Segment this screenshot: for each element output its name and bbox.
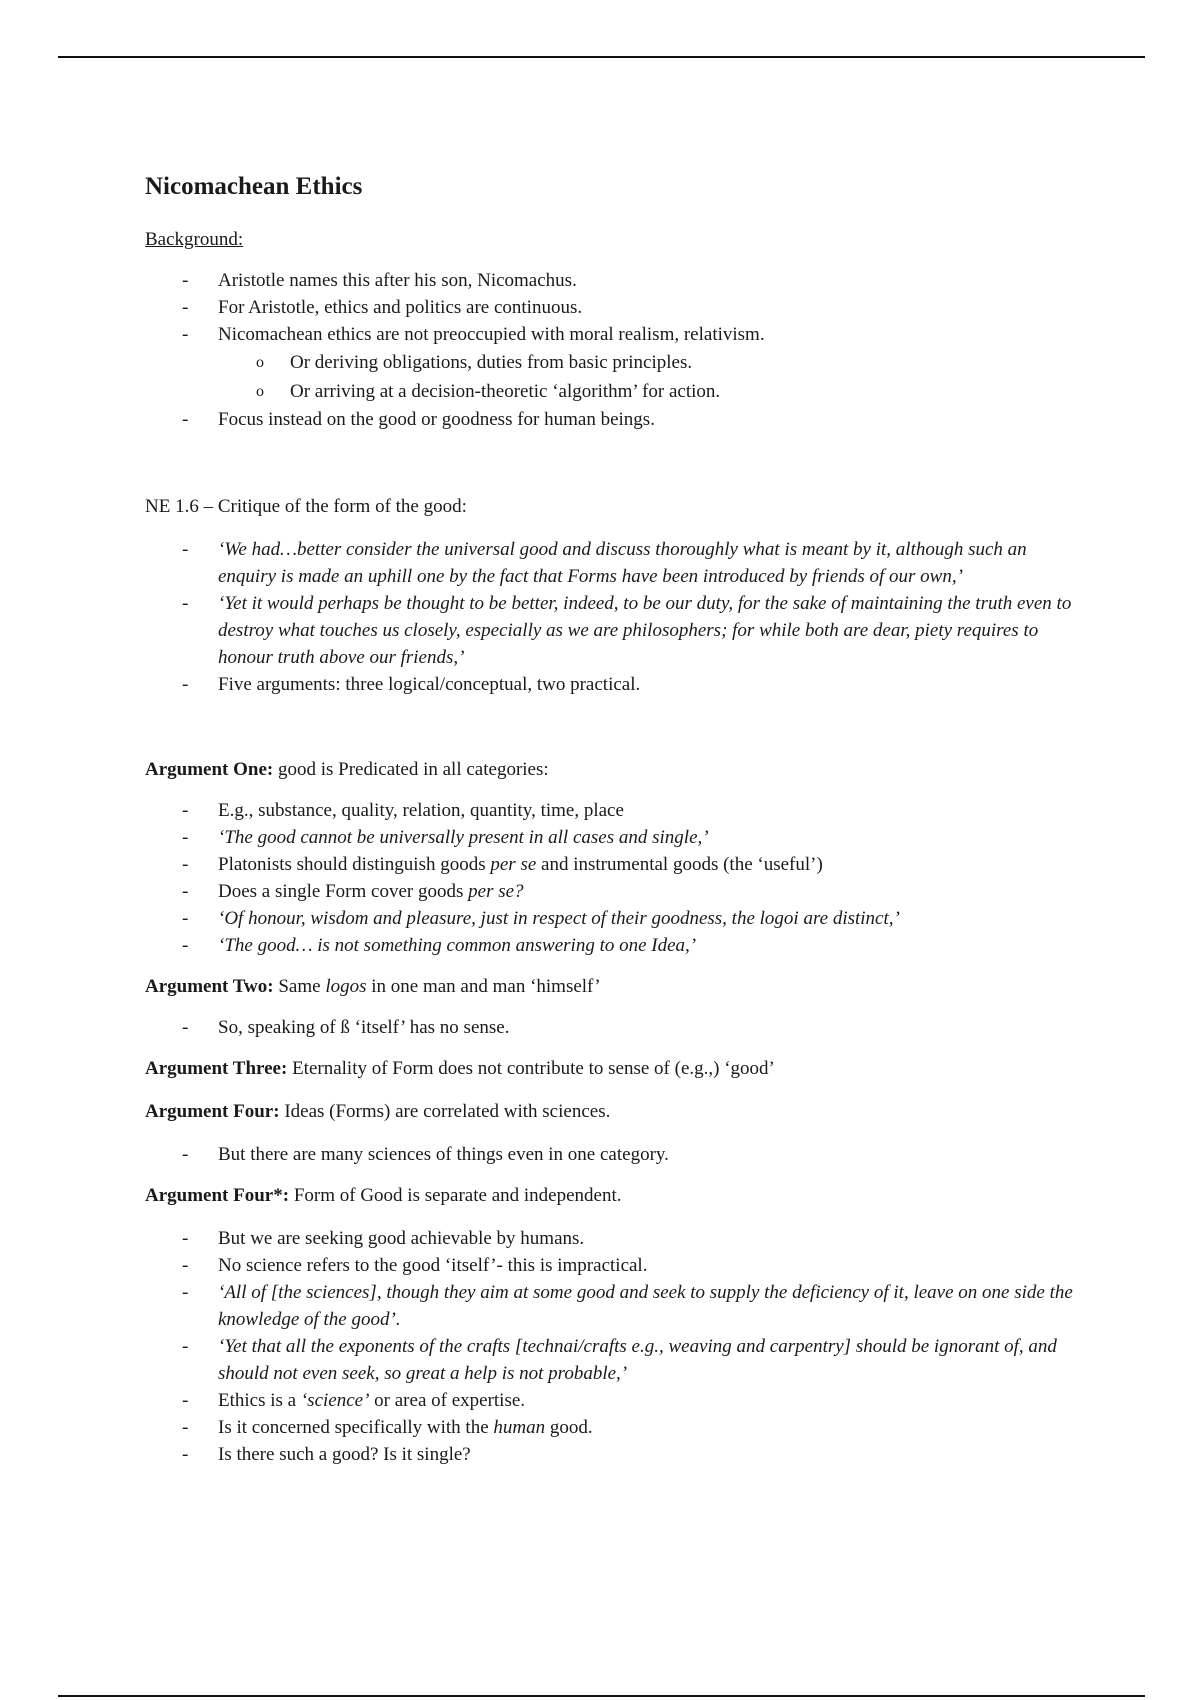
list-item: - Platonists should distinguish goods per se and instrumental goods (the ‘useful’) bbox=[182, 854, 823, 875]
list-item: - For Aristotle, ethics and politics are continuous. bbox=[182, 297, 583, 318]
argument-one-heading: Argument One: good is Predicated in all categories: bbox=[145, 759, 549, 780]
list-item: - Ethics is a ‘science’ or area of expertise. bbox=[182, 1390, 526, 1411]
list-item: - Is there such a good? Is it single? bbox=[182, 1444, 471, 1465]
document-body bbox=[145, 168, 1075, 1468]
top-rule bbox=[58, 56, 1145, 58]
bottom-rule bbox=[58, 1695, 1145, 1697]
argument-four-star-heading: Argument Four*: Form of Good is separate and independent. bbox=[145, 1185, 622, 1206]
sub-list-item: o Or arriving at a decision-theoretic ‘algorithm’ for action. bbox=[256, 381, 721, 402]
argument-two-heading: Argument Two: Same logos in one man and man ‘himself’ bbox=[145, 976, 601, 997]
ne16-heading: NE 1.6 – Critique of the form of the good: bbox=[145, 496, 467, 517]
quote-item: - ‘Yet it would perhaps be thought to be better, indeed, to be our duty, for the sake of maintaining the truth even to destroy what touches us closely, especially as we are philosophers; for while both are dear, piety requires to honour truth above our friends,’ bbox=[182, 593, 1072, 668]
list-item: - No science refers to the good ‘itself’- this is impractical. bbox=[182, 1255, 648, 1276]
ne16-list bbox=[145, 536, 1075, 698]
list-item: - Is it concerned specifically with the human good. bbox=[182, 1417, 593, 1438]
argument-four-heading: Argument Four: Ideas (Forms) are correlated with sciences. bbox=[145, 1101, 611, 1122]
quote-item: - ‘The good… is not something common answering to one Idea,’ bbox=[182, 935, 697, 956]
list-item: - Five arguments: three logical/conceptual, two practical. bbox=[182, 674, 641, 695]
argument-four-list bbox=[145, 1141, 1075, 1168]
list-item: - E.g., substance, quality, relation, quantity, time, place bbox=[182, 800, 624, 821]
list-item: - But we are seeking good achievable by humans. bbox=[182, 1228, 585, 1249]
quote-item: - ‘The good cannot be universally present in all cases and single,’ bbox=[182, 827, 709, 848]
sub-list-item: o Or deriving obligations, duties from basic principles. bbox=[256, 352, 693, 373]
list-item: - But there are many sciences of things even in one category. bbox=[182, 1144, 669, 1165]
background-list bbox=[145, 267, 1075, 433]
quote-item: - ‘Yet that all the exponents of the crafts [technai/crafts e.g., weaving and carpentry] should be ignorant of, and should not even seek, so great a help is not probable,’ bbox=[182, 1336, 1057, 1384]
list-item: - So, speaking of ß ‘itself’ has no sense. bbox=[182, 1017, 510, 1038]
list-item: - Does a single Form cover goods per se? bbox=[182, 881, 524, 902]
background-heading: Background: bbox=[145, 229, 244, 250]
list-item: - Aristotle names this after his son, Nicomachus. bbox=[182, 270, 577, 291]
argument-two-list bbox=[145, 1014, 1075, 1041]
quote-item: - ‘All of [the sciences], though they aim at some good and seek to supply the deficiency of it, leave on one side the knowledge of the good’. bbox=[182, 1282, 1073, 1330]
quote-item: - ‘We had…better consider the universal good and discuss thoroughly what is meant by it, although such an enquiry is made an uphill one by the fact that Forms have been introduced by friends of our own,’ bbox=[182, 539, 1027, 587]
argument-one-list bbox=[145, 797, 1075, 959]
list-item: - Nicomachean ethics are not preoccupied with moral realism, relativism. bbox=[182, 324, 765, 345]
list-item: - Focus instead on the good or goodness for human beings. bbox=[182, 409, 655, 430]
argument-three-heading: Argument Three: Eternality of Form does not contribute to sense of (e.g.,) ‘good’ bbox=[145, 1058, 775, 1079]
argument-four-star-list bbox=[145, 1225, 1075, 1468]
page-title: Nicomachean Ethics bbox=[145, 173, 363, 200]
quote-item: - ‘Of honour, wisdom and pleasure, just in respect of their goodness, the logoi are distinct,’ bbox=[182, 908, 900, 929]
